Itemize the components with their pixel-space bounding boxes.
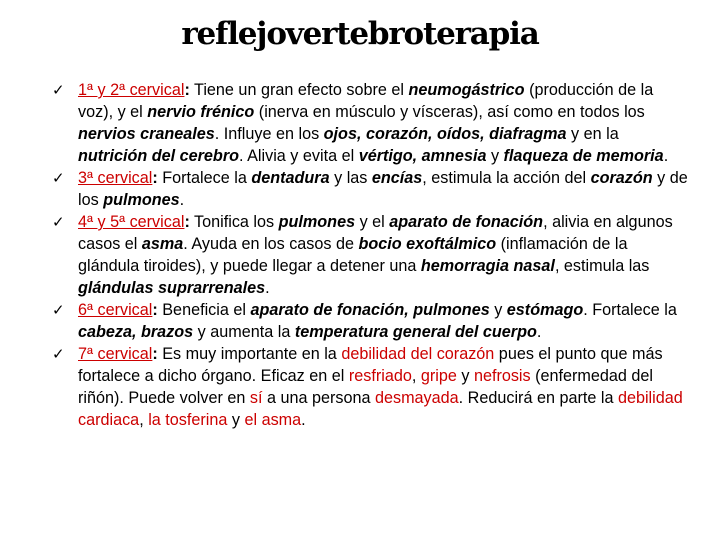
item-label: 1ª y 2ª cervical: [78, 81, 185, 99]
list-item-cervical-6: ✓ 6ª cervical: Beneficia el aparato de fonación, pulmones y estómago. Fortalece la cabeza, brazos y aumenta la temperatura general del cuerpo.: [52, 301, 677, 341]
item-label: 6ª cervical: [78, 301, 153, 319]
list-item-cervical-7: ✓ 7ª cervical: Es muy importante en la debilidad del corazón pues el punto que más fortalece a dicho órgano. Eficaz en el resfriado, gripe y nefrosis (enfermedad del riñón). Puede volver en sí a una persona desmayada. Reducirá en parte la debilidad cardiaca, la tosferina y el asma.: [52, 345, 683, 429]
item-label: 7ª cervical: [78, 345, 153, 363]
checkmark-icon: ✓: [52, 301, 65, 319]
item-label: 3ª cervical: [78, 169, 153, 187]
list-item-cervical-1-2: ✓ 1ª y 2ª cervical: Tiene un gran efecto sobre el neumogástrico (producción de la voz), y el nervio frénico (inerva en músculo y vísceras), así como en todos los nervios craneales. Influye en los ojos, corazón, oídos, diafragma y en la nutrición del cerebro. Alivia y evita el vértigo, amnesia y flaqueza de memoria.: [52, 81, 669, 165]
checkmark-icon: ✓: [52, 345, 65, 363]
checkmark-icon: ✓: [52, 169, 65, 187]
cervical-list: [52, 79, 692, 431]
list-item-cervical-4-5: ✓ 4ª y 5ª cervical: Tonifica los pulmones y el aparato de fonación, alivia en algunos casos el asma. Ayuda en los casos de bocio exoftálmico (inflamación de la glándula tiroides), y puede llegar a detener una hemorragia nasal, estimula las glándulas suprarrenales.: [52, 213, 673, 297]
page-title: reflejovertebroterapia: [181, 16, 539, 52]
list-item-cervical-3: ✓ 3ª cervical: Fortalece la dentadura y las encías, estimula la acción del corazón y de los pulmones.: [52, 169, 688, 209]
item-label: 4ª y 5ª cervical: [78, 213, 185, 231]
checkmark-icon: ✓: [52, 81, 65, 99]
checkmark-icon: ✓: [52, 213, 65, 231]
